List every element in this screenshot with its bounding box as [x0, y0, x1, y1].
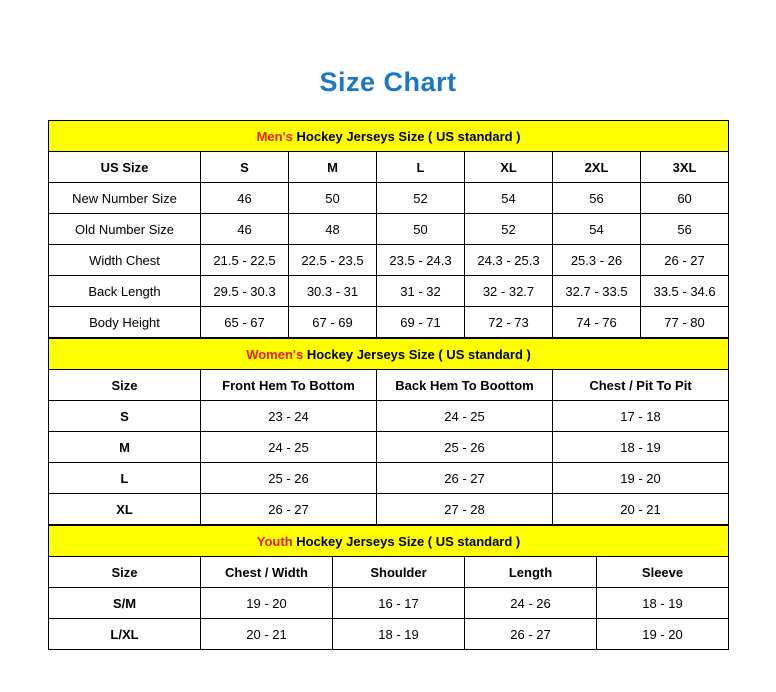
mens-col-6: 3XL: [641, 152, 729, 183]
table-row: [49, 494, 729, 525]
youth-heading-accent: Youth: [256, 533, 293, 549]
mens-row-3-val-2: 31 - 32: [377, 276, 465, 307]
womens-size-table: [48, 338, 729, 525]
mens-row-0-label: New Number Size: [49, 183, 201, 214]
table-row: [49, 245, 729, 276]
mens-row-3-val-3: 32 - 32.7: [465, 276, 553, 307]
mens-col-0: US Size: [49, 152, 201, 183]
mens-row-1-val-0: 46: [201, 214, 289, 245]
womens-col-0: Size: [49, 370, 201, 401]
womens-col-1: Front Hem To Bottom: [201, 370, 377, 401]
table-row: [49, 401, 729, 432]
table-row: [49, 588, 729, 619]
mens-row-0-val-2: 52: [377, 183, 465, 214]
table-row: [49, 214, 729, 245]
womens-row-3-val-1: 27 - 28: [377, 494, 553, 525]
mens-col-2: M: [289, 152, 377, 183]
mens-row-2-val-5: 26 - 27: [641, 245, 729, 276]
youth-row-0-val-3: 18 - 19: [597, 588, 729, 619]
womens-row-0-label: S: [49, 401, 201, 432]
youth-row-0-val-1: 16 - 17: [333, 588, 465, 619]
womens-row-3-label: XL: [49, 494, 201, 525]
womens-row-1-label: M: [49, 432, 201, 463]
womens-row-1-val-0: 24 - 25: [201, 432, 377, 463]
youth-section-header-row: [49, 526, 729, 557]
youth-row-0-label: S/M: [49, 588, 201, 619]
youth-row-1-val-1: 18 - 19: [333, 619, 465, 650]
mens-row-1-val-3: 52: [465, 214, 553, 245]
mens-row-0-val-0: 46: [201, 183, 289, 214]
mens-row-0-val-4: 56: [553, 183, 641, 214]
womens-row-3-val-0: 26 - 27: [201, 494, 377, 525]
mens-row-1-val-1: 48: [289, 214, 377, 245]
youth-heading-rest: Hockey Jerseys Size ( US standard ): [292, 533, 521, 549]
mens-row-3-val-1: 30.3 - 31: [289, 276, 377, 307]
womens-row-2-label: L: [49, 463, 201, 494]
mens-row-2-val-2: 23.5 - 24.3: [377, 245, 465, 276]
womens-col-3: Chest / Pit To Pit: [553, 370, 729, 401]
womens-row-2-val-2: 19 - 20: [553, 463, 729, 494]
mens-row-0-val-1: 50: [289, 183, 377, 214]
table-row: [49, 307, 729, 338]
womens-col-2: Back Hem To Boottom: [377, 370, 553, 401]
mens-column-header-row: [49, 152, 729, 183]
womens-row-2-val-1: 26 - 27: [377, 463, 553, 494]
mens-row-4-val-0: 65 - 67: [201, 307, 289, 338]
mens-row-3-label: Back Length: [49, 276, 201, 307]
womens-row-0-val-0: 23 - 24: [201, 401, 377, 432]
womens-row-1-val-1: 25 - 26: [377, 432, 553, 463]
womens-row-2-val-0: 25 - 26: [201, 463, 377, 494]
youth-col-2: Shoulder: [333, 557, 465, 588]
youth-column-header-row: [49, 557, 729, 588]
youth-row-1-label: L/XL: [49, 619, 201, 650]
mens-col-4: XL: [465, 152, 553, 183]
mens-col-3: L: [377, 152, 465, 183]
mens-row-4-val-3: 72 - 73: [465, 307, 553, 338]
mens-row-2-val-0: 21.5 - 22.5: [201, 245, 289, 276]
mens-row-1-label: Old Number Size: [49, 214, 201, 245]
womens-row-3-val-2: 20 - 21: [553, 494, 729, 525]
size-chart-tables: [48, 120, 728, 650]
womens-heading-rest: Hockey Jerseys Size ( US standard ): [303, 346, 531, 362]
mens-row-1-val-5: 56: [641, 214, 729, 245]
womens-section-header-row: [49, 339, 729, 370]
youth-row-1-val-2: 26 - 27: [465, 619, 597, 650]
table-row: [49, 463, 729, 494]
mens-col-5: 2XL: [553, 152, 641, 183]
mens-col-1: S: [201, 152, 289, 183]
mens-heading-accent: Men's: [256, 128, 293, 144]
table-row: [49, 276, 729, 307]
womens-heading-accent: Women's: [246, 346, 304, 362]
table-row: [49, 183, 729, 214]
youth-row-1-val-3: 19 - 20: [597, 619, 729, 650]
mens-row-4-val-1: 67 - 69: [289, 307, 377, 338]
page-title: Size Chart: [319, 67, 457, 97]
mens-row-2-val-1: 22.5 - 23.5: [289, 245, 377, 276]
table-row: [49, 619, 729, 650]
mens-heading-rest: Hockey Jerseys Size ( US standard ): [292, 128, 521, 144]
youth-col-1: Chest / Width: [201, 557, 333, 588]
mens-row-1-val-4: 54: [553, 214, 641, 245]
mens-row-2-val-3: 24.3 - 25.3: [465, 245, 553, 276]
youth-row-1-val-0: 20 - 21: [201, 619, 333, 650]
mens-row-0-val-5: 60: [641, 183, 729, 214]
youth-col-3: Length: [465, 557, 597, 588]
mens-row-2-val-4: 25.3 - 26: [553, 245, 641, 276]
youth-size-table: [48, 525, 729, 650]
womens-row-1-val-2: 18 - 19: [553, 432, 729, 463]
mens-row-3-val-0: 29.5 - 30.3: [201, 276, 289, 307]
youth-col-4: Sleeve: [597, 557, 729, 588]
mens-section-header-row: [49, 121, 729, 152]
youth-col-0: Size: [49, 557, 201, 588]
womens-row-0-val-2: 17 - 18: [553, 401, 729, 432]
mens-row-4-val-2: 69 - 71: [377, 307, 465, 338]
mens-row-4-label: Body Height: [49, 307, 201, 338]
womens-column-header-row: [49, 370, 729, 401]
mens-row-3-val-4: 32.7 - 33.5: [553, 276, 641, 307]
youth-section-heading: [49, 526, 729, 557]
youth-row-0-val-0: 19 - 20: [201, 588, 333, 619]
mens-row-0-val-3: 54: [465, 183, 553, 214]
youth-row-0-val-2: 24 - 26: [465, 588, 597, 619]
mens-row-3-val-5: 33.5 - 34.6: [641, 276, 729, 307]
table-row: [49, 432, 729, 463]
womens-section-heading: [49, 339, 729, 370]
mens-row-2-label: Width Chest: [49, 245, 201, 276]
womens-row-0-val-1: 24 - 25: [377, 401, 553, 432]
mens-row-1-val-2: 50: [377, 214, 465, 245]
mens-section-heading: [49, 121, 729, 152]
mens-size-table: [48, 120, 729, 338]
mens-row-4-val-5: 77 - 80: [641, 307, 729, 338]
mens-row-4-val-4: 74 - 76: [553, 307, 641, 338]
